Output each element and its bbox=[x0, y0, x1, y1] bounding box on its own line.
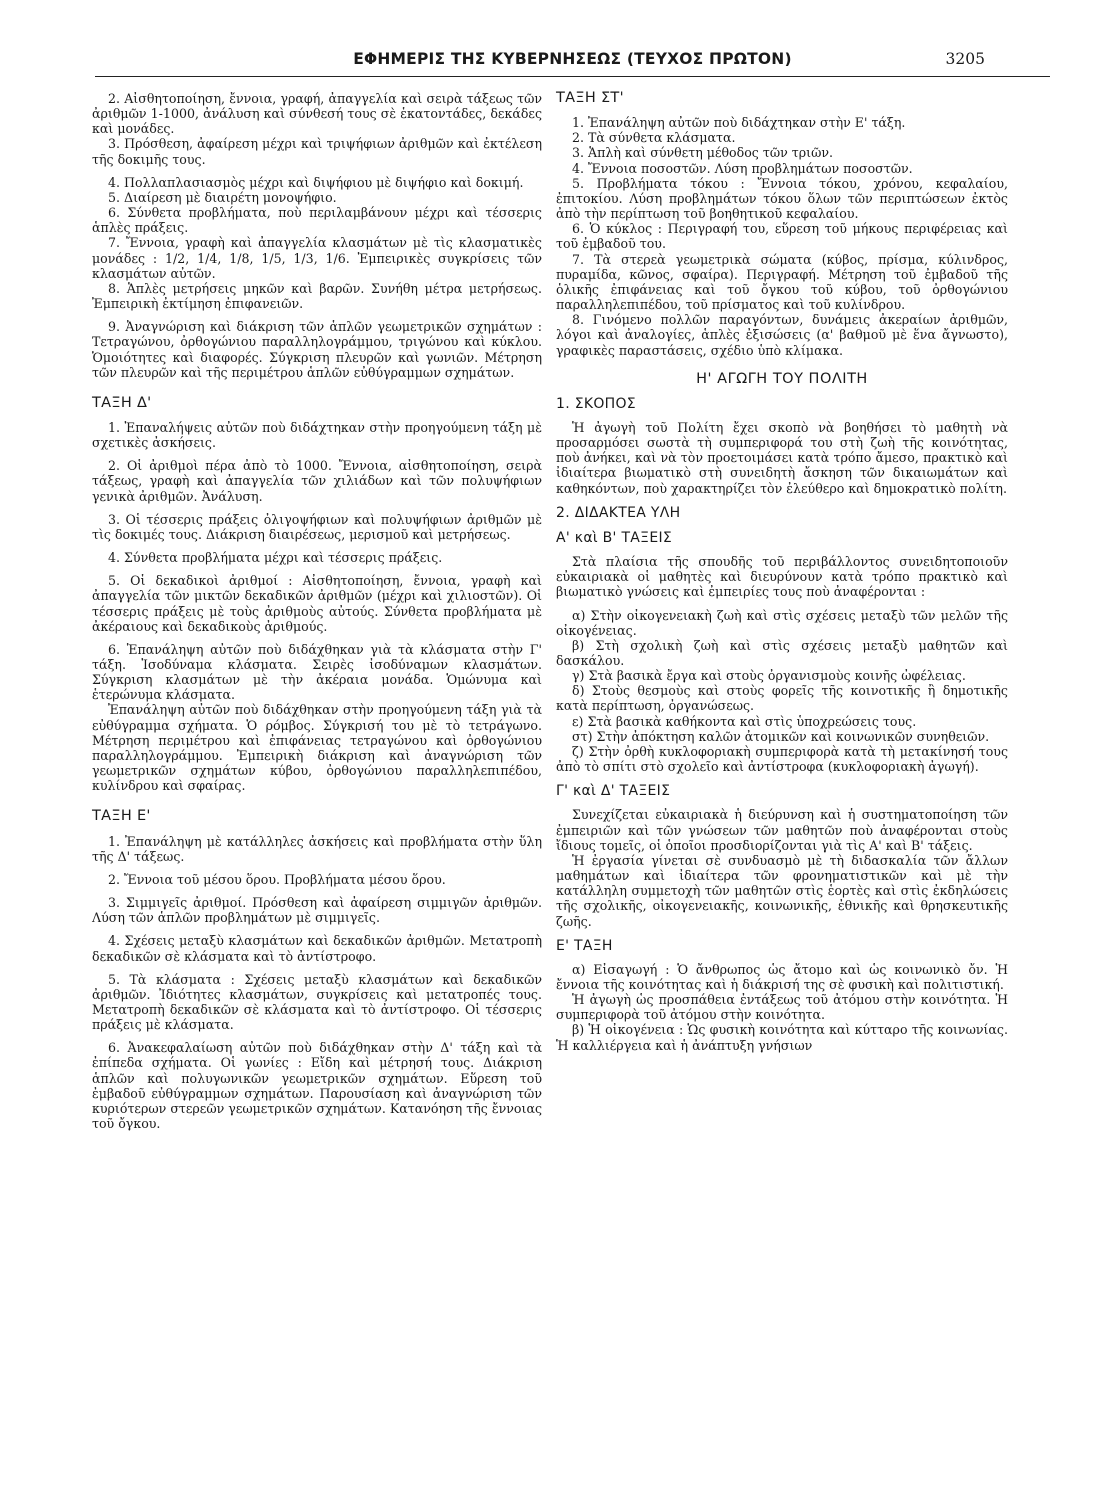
right-column bbox=[556, 91, 1008, 1053]
section-heading-taxi-d: ΤΑΞΗ Δ' bbox=[92, 394, 152, 411]
paragraph: 9. Ἀναγνώριση καὶ διάκριση τῶν ἁπλῶν γεωμετρικῶν σχημάτων : Τετραγώνου, ὀρθογώνιου παραλληλογράμμου, τριγώνου καὶ κύκλου. Ὁμοιότητες καὶ διαφορές. Σύγκριση πλευρῶν καὶ γωνιῶν. Μέτρηση τῶν πλευρῶν καὶ τῆς περιμέτρου ἁπλῶν εὐθύγραμμων σχημάτων. bbox=[92, 319, 542, 380]
left-column bbox=[92, 91, 542, 1131]
paragraph: 2. Ἔννοια τοῦ μέσου ὅρου. Προβλήματα μέσου ὅρου. bbox=[108, 871, 446, 887]
paragraph: 4. Πολλαπλασιασμὸς μέχρι καὶ διψήφιου μὲ διψήφιο καὶ δοκιμή. bbox=[108, 174, 524, 190]
paragraph: 6. Ἐπανάληψη αὐτῶν ποὺ διδάχθηκαν γιὰ τὰ κλάσματα στὴν Γ' τάξη. Ἰσοδύναμα κλάσματα. Σειρὲς ἰσοδύναμων κλασμάτων. Σύγκριση κλασμάτων μὲ τὴν ἀκέραια μονάδα. Ὁμώνυμα καὶ ἑτερώνυμα κλάσματα. bbox=[92, 641, 542, 703]
paragraph: 5. Τὰ κλάσματα : Σχέσεις μεταξὺ κλασμάτων καὶ δεκαδικῶν ἀριθμῶν. Ἰδιότητες κλασμάτων, συγκρίσεις καὶ μετατροπές τους. Μετατροπὴ δεκαδικῶν σὲ κλάσματα καὶ τὸ ἀντίστροφο. Οἱ τέσσερις πράξεις μὲ κλάσματα. bbox=[92, 971, 542, 1033]
paragraph: 6. Ὁ κύκλος : Περιγραφή του, εὕρεση τοῦ μήκους περιφέρειας καὶ τοῦ ἐμβαδοῦ του. bbox=[556, 221, 1008, 252]
paragraph: 4. Σχέσεις μεταξὺ κλασμάτων καὶ δεκαδικῶν ἀριθμῶν. Μετατροπὴ δεκαδικῶν σὲ κλάσματα καὶ τὸ ἀντίστροφο. bbox=[92, 933, 542, 964]
paragraph: 1. Ἐπαναλήψεις αὐτῶν ποὺ διδάχτηκαν στὴν προηγούμενη τάξη μὲ σχετικὲς ἀσκήσεις. bbox=[92, 419, 542, 451]
chapter-heading-agogi: Η' ΑΓΩΓΗ ΤΟΥ ΠΟΛΙΤΗ bbox=[696, 370, 868, 387]
paragraph: Ἐπανάληψη αὐτῶν ποὺ διδάχθηκαν στὴν προηγούμενη τάξη γιὰ τὰ εὐθύγραμμα σχήματα. Ὁ ρόμβος. Σύγκρισή του μὲ τὸ τετράγωνο. Μέτρηση περιμέτρου καὶ ἐπιφάνειας τετραγώνου καὶ ὀρθογώνιου παραλληλογράμμου. Ἐμπειρικὴ διάκριση καὶ ἀναγνώριση τῶν γεωμετρικῶν σχημάτων κύβου, ὀρθογώνιου παραλληλεπιπέδου, κυλίνδρου καὶ σφαίρας. bbox=[92, 702, 542, 794]
list-item: β) Στὴ σχολικὴ ζωὴ καὶ στὶς σχέσεις μεταξὺ μαθητῶν καὶ δασκάλου. bbox=[556, 637, 1008, 668]
paragraph: 3. Σιμμιγεῖς ἀριθμοί. Πρόσθεση καὶ ἀφαίρεση σιμμιγῶν ἀριθμῶν. Λύση τῶν ἁπλῶν προβλημάτων μὲ σιμμιγεῖς. bbox=[92, 895, 542, 926]
list-item: δ) Στοὺς θεσμοὺς καὶ στοὺς φορεῖς τῆς κοινοτικῆς ἢ δημοτικῆς κατὰ περίπτωση, ὀργανώσεως. bbox=[556, 683, 1008, 714]
paragraph: 2. Οἱ ἀριθμοὶ πέρα ἀπὸ τὸ 1000. Ἔννοια, αἰσθητοποίηση, σειρὰ τάξεως, γραφὴ καὶ ἀπαγγελία τῶν χιλιάδων καὶ τῶν πολυψήφιων γενικὰ ἀριθμῶν. Ἀνάλυση. bbox=[92, 458, 542, 504]
paragraph: 5. Προβλήματα τόκου : Ἔννοια τόκου, χρόνου, κεφαλαίου, ἐπιτοκίου. Λύση προβλημάτων τόκου ὅλων τῶν περιπτώσεων ἐκτὸς ἀπὸ τὴν περίπτωση τοῦ βοηθητικοῦ κεφαλαίου. bbox=[556, 175, 1008, 222]
paragraph: 2. Τὰ σύνθετα κλάσματα. bbox=[572, 130, 736, 146]
paragraph: Στὰ πλαίσια τῆς σπουδῆς τοῦ περιβάλλοντος συνειδητοποιοῦν εὐκαιριακὰ οἱ μαθητὲς καὶ διευρύνουν κατὰ τρόπο πρακτικὸ καὶ βιωματικὸ γνώσεις καὶ ἐμπειρίες τους ποὺ ἀναφέρονται : bbox=[556, 554, 1008, 600]
paragraph: 7. Τὰ στερεὰ γεωμετρικὰ σώματα (κύβος, πρίσμα, κύλινδρος, πυραμίδα, κῶνος, σφαίρα). Περιγραφή. Μέτρηση τοῦ ἐμβαδοῦ τῆς ὁλικῆς ἐπιφάνειας καὶ τοῦ ὄγκου τοῦ κύβου, τοῦ ὀρθογώνιου παραλληλεπιπέδου, τοῦ πρίσματος καὶ τοῦ κυλίνδρου. bbox=[556, 251, 1008, 313]
paragraph: Συνεχίζεται εὐκαιριακὰ ἡ διεύρυνση καὶ ἡ συστηματοποίηση τῶν ἐμπειριῶν καὶ τῶν γνώσεων τῶν μαθητῶν ποὺ ἀναφέρονται στοὺς ἴδιους τομεῖς, οἱ ὁποῖοι προσδιορίζονται γιὰ τὶς Α' καὶ Β' τάξεις. bbox=[556, 807, 1008, 853]
subheading-e-taxi: Ε' ΤΑΞΗ bbox=[556, 937, 613, 954]
paragraph: Ἡ ἀγωγὴ ὡς προσπάθεια ἐντάξεως τοῦ ἀτόμου στὴν κοινότητα. Ἡ συμπεριφορὰ τοῦ ἀτόμου στὴν κοινότητα. bbox=[556, 992, 1008, 1023]
subheading-ab-taxeis: Α' καὶ Β' ΤΑΞΕΙΣ bbox=[556, 529, 673, 546]
list-item: στ) Στὴν ἀπόκτηση καλῶν ἀτομικῶν καὶ κοινωνικῶν συνηθειῶν. bbox=[572, 728, 990, 744]
section-heading-taxi-st: ΤΑΞΗ ΣΤ' bbox=[556, 90, 624, 106]
page-header bbox=[95, 50, 1050, 77]
paragraph: 3. Ἁπλὴ καὶ σύνθετη μέθοδος τῶν τριῶν. bbox=[572, 145, 833, 161]
subheading-gd-taxeis: Γ' καὶ Δ' ΤΑΞΕΙΣ bbox=[556, 783, 671, 800]
paragraph: 6. Σύνθετα προβλήματα, ποὺ περιλαμβάνουν μέχρι καὶ τέσσερις ἁπλὲς πράξεις. bbox=[92, 205, 542, 236]
paragraph: 3. Πρόσθεση, ἀφαίρεση μέχρι καὶ τριψήφιων ἀριθμῶν καὶ ἐκτέλεση τῆς δοκιμῆς τους. bbox=[92, 136, 542, 167]
gazette-title: ΕΦΗΜΕΡΙΣ ΤΗΣ ΚΥΒΕΡΝΗΣΕΩΣ (ΤΕΥΧΟΣ ΠΡΩΤΟΝ) bbox=[353, 50, 792, 68]
section-heading-taxi-e: ΤΑΞΗ Ε' bbox=[92, 808, 151, 825]
paragraph: 1. Ἐπανάληψη μὲ κατάλληλες ἀσκήσεις καὶ προβλήματα στὴν ὕλη τῆς Δ' τάξεως. bbox=[92, 833, 542, 864]
paragraph: Ἡ ἐργασία γίνεται σὲ συνδυασμὸ μὲ τὴ διδασκαλία τῶν ἄλλων μαθημάτων καὶ ἰδιαίτερα τῶν φρονηματιστικῶν καὶ μὲ τὴν κατάλληλη συμμετοχὴ τῶν μαθητῶν στὶς ἑορτὲς καὶ στὶς ἐκδηλώσεις τῆς σχολικῆς, οἰκογενειακῆς, κοινωνικῆς, ἐθνικῆς καὶ θρησκευτικῆς ζωῆς. bbox=[556, 852, 1008, 929]
subheading-skopos: 1. ΣΚΟΠΟΣ bbox=[556, 395, 636, 412]
paragraph: 1. Ἐπανάληψη αὐτῶν ποὺ διδάχτηκαν στὴν Ε' τάξη. bbox=[572, 115, 906, 131]
paragraph: 4. Σύνθετα προβλήματα μέχρι καὶ τέσσερις πράξεις. bbox=[108, 550, 443, 566]
paragraph: 5. Οἱ δεκαδικοὶ ἀριθμοί : Αἰσθητοποίηση, ἔννοια, γραφὴ καὶ ἀπαγγελία τῶν μικτῶν δεκαδικῶν ἀριθμῶν (μέχρι καὶ χιλιοστῶν). Οἱ τέσσερις πράξεις μὲ τοὺς ἀριθμοὺς αὐτούς. Σύνθετα προβλήματα μὲ ἀκέραιους καὶ δεκαδικοὺς ἀριθμούς. bbox=[92, 573, 542, 634]
paragraph: 8. Γινόμενο πολλῶν παραγόντων, δυνάμεις ἀκεραίων ἀριθμῶν, λόγοι καὶ ἀναλογίες, ἁπλὲς ἐξισώσεις (α' βαθμοῦ μὲ ἕνα ἄγνωστο), γραφικὲς παραστάσεις, σχέδιο ὑπὸ κλίμακα. bbox=[556, 312, 1008, 358]
paragraph: 6. Ἀνακεφαλαίωση αὐτῶν ποὺ διδάχθηκαν στὴν Δ' τάξη καὶ τὰ ἐπίπεδα σχήματα. Οἱ γωνίες : Εἴδη καὶ μέτρησή τους. Διάκριση ἁπλῶν καὶ πολυγωνικῶν γεωμετρικῶν σχημάτων. Εὕρεση τοῦ ἐμβαδοῦ εὐθύγραμμων σχημάτων. Παρουσίαση καὶ ἀναγνώριση τῶν κυριότερων στερεῶν γεωμετρικῶν σχημάτων. Κατανόηση τῆς ἔννοιας τοῦ ὄγκου. bbox=[92, 1040, 542, 1132]
list-item: α) Εἰσαγωγή : Ὁ ἄνθρωπος ὡς ἄτομο καὶ ὡς κοινωνικὸ ὄν. Ἡ ἔννοια τῆς κοινότητας καὶ ἡ διάκρισή της σὲ φυσικὴ καὶ πολιτιστική. bbox=[556, 961, 1008, 992]
paragraph: Ἡ ἀγωγὴ τοῦ Πολίτη ἔχει σκοπὸ νὰ βοηθήσει τὸ μαθητὴ νὰ προσαρμόσει σωστὰ τὴ συμπεριφορά του στὴ ζωὴ τῆς κοινότητας, ποὺ ἀνήκει, καὶ νὰ τὸν προετοιμάσει κατὰ τρόπο ἄμεσο, πρακτικὸ καὶ ἰδιαίτερα βιωματικὸ στὴ συνειδητὴ ἄσκηση τῶν δικαιωμάτων καὶ καθηκόντων, ποὺ χαρακτηρίζει τὸν ἐλεύθερο καὶ δημοκρατικὸ πολίτη. bbox=[556, 419, 1008, 496]
list-item: γ) Στὰ βασικὰ ἔργα καὶ στοὺς ὀργανισμοὺς κοινῆς ὠφέλειας. bbox=[572, 668, 966, 684]
subheading-didaktea-yli: 2. ΔΙΔΑΚΤΕΑ ΥΛΗ bbox=[556, 504, 681, 521]
list-item: α) Στὴν οἰκογενειακὴ ζωὴ καὶ στὶς σχέσεις μεταξὺ τῶν μελῶν τῆς οἰκογένειας. bbox=[556, 607, 1008, 638]
paragraph: 4. Ἔννοια ποσοστῶν. Λύση προβλημάτων ποσοστῶν. bbox=[572, 160, 913, 176]
paragraph: 2. Αἰσθητοποίηση, ἔννοια, γραφή, ἀπαγγελία καὶ σειρὰ τάξεως τῶν ἀριθμῶν 1-1000, ἀνάλυση καὶ σύνθεσή τους σὲ ἑκατοντάδες, δεκάδες καὶ μονάδες. bbox=[92, 91, 542, 137]
paragraph: 7. Ἔννοια, γραφὴ καὶ ἀπαγγελία κλασμάτων μὲ τὶς κλασματικὲς μονάδες : 1/2, 1/4, 1/8, 1/5, 1/3, 1/6. Ἐμπειρικὲς συγκρίσεις τῶν κλασμάτων αὐτῶν. bbox=[92, 235, 542, 281]
paragraph: 3. Οἱ τέσσερις πράξεις ὀλιγοψήφιων καὶ πολυψήφιων ἀριθμῶν μὲ τὶς δοκιμές τους. Διάκριση διαιρέσεως, μερισμοῦ καὶ μετρήσεως. bbox=[92, 511, 542, 542]
list-item: ε) Στὰ βασικὰ καθήκοντα καὶ στὶς ὑποχρεώσεις τους. bbox=[572, 713, 917, 729]
list-item: β) Ἡ οἰκογένεια : Ὡς φυσικὴ κοινότητα καὶ κύτταρο τῆς κοινωνίας. Ἡ καλλιέργεια καὶ ἡ ἀνάπτυξη γνήσιων bbox=[556, 1022, 1008, 1053]
list-item: ζ) Στὴν ὀρθὴ κυκλοφοριακὴ συμπεριφορὰ κατὰ τὴ μετακίνησή τους ἀπὸ τὸ σπίτι στὸ σχολεῖο καὶ ἀντίστροφα (κυκλοφοριακὴ ἀγωγή). bbox=[556, 743, 1008, 775]
page-number: 3205 bbox=[945, 50, 985, 68]
paragraph: 5. Διαίρεση μὲ διαιρέτη μονοψήφιο. bbox=[108, 189, 337, 205]
paragraph: 8. Ἁπλὲς μετρήσεις μηκῶν καὶ βαρῶν. Συνήθη μέτρα μετρήσεως. Ἐμπειρικὴ ἐκτίμηση ἐπιφανειῶν. bbox=[92, 280, 542, 312]
